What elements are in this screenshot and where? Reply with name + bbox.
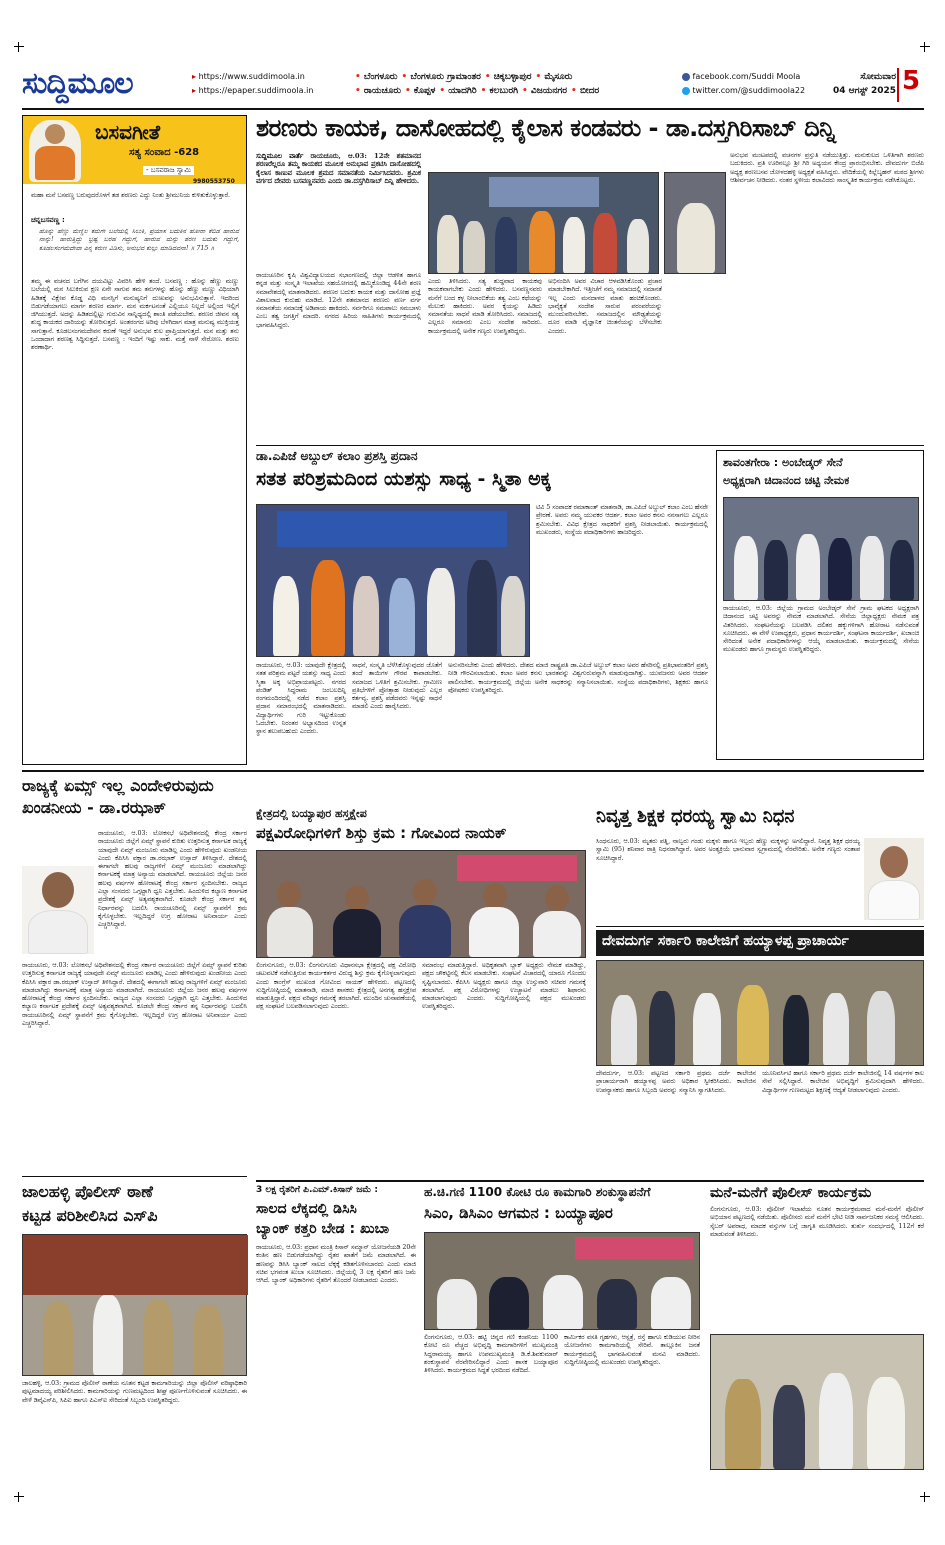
masthead-rule: [22, 108, 924, 110]
kalam-photo-banner: [277, 511, 507, 547]
masthead-logo[interactable]: [22, 66, 182, 102]
nav-row-2: [355, 84, 675, 98]
teacher-headline: ನಿವೃತ್ತ ಶಿಕ್ಷಕ ಧರಯ್ಯ ಸ್ವಾಮಿ ನಿಧನ: [596, 806, 795, 827]
nav-item[interactable]: ಮೈಸೂರು: [544, 72, 573, 82]
nav-item[interactable]: ಬೀದರ: [579, 86, 600, 96]
masthead-links: [192, 70, 342, 98]
nav-item[interactable]: ವಿಜಯನಗರ: [530, 86, 568, 96]
nav-bullet: •: [571, 86, 580, 96]
crop-mark: [920, 1492, 930, 1502]
bank-headline-2: ಬ್ಯಾಂಕ್ ಕತ್ತರಿ ಬೇಡ : ಖುಬಾ: [256, 1221, 390, 1237]
nav-item[interactable]: ರಾಯಚೂರು: [363, 86, 401, 96]
aiims-portrait: [22, 866, 94, 954]
aiims-body: ರಾಯಚೂರು, ಆ.03: ಲೋಕಸಭೆ ಅಧಿವೇಶನದಲ್ಲಿ ಕೇಂದ್ರ ಸರ್ಕಾರ ರಾಯಚೂರು ಜಿಲ್ಲೆಗೆ ಏಮ್ಸ್ ಸ್ಥಾಪನೆ ಕುರಿತು ಉತ್ತರಿಸುತ್ತ ಕರ್ನಾಟಕ ರಾಜ್ಯಕ್ಕೆ ಯಾವುದೇ ಏಮ್ಸ್ ಮಂಜೂರು ಮಾಡಿಲ್ಲ ಎಂದು ಹೇಳಿರುವುದು ಖಂಡನೀಯ ಎಂದು ಕೆಪಿಸಿಸಿ ವಕ್ತಾರ ಡಾ.ರಝಾಕ್ ಉಸ್ತಾದ್ ತಿಳಿಸಿದ್ದಾರೆ. ದೇಶದಲ್ಲಿ ಈಗಾಗಲೇ ಹಲವು ರಾಜ್ಯಗಳಿಗೆ ಏಮ್ಸ್ ಮಂಜೂರು ಮಾಡಲಾಗಿದ್ದು ಕರ್ನಾಟಕಕ್ಕೆ ಮಾತ್ರ ಅನ್ಯಾಯ ಮಾಡಲಾಗಿದೆ. ರಾಯಚೂರು ಜಿಲ್ಲೆಯ ಜನರ ಹಲವು ವರ್ಷಗಳ ಹೋರಾಟಕ್ಕೆ ಕೇಂದ್ರ ಸರ್ಕಾರ ಸ್ಪಂದಿಸಬೇಕು. ರಾಜ್ಯದ ಎಲ್ಲಾ ಸಂಸದರು ಒಗ್ಗಟ್ಟಾಗಿ ಧ್ವನಿ ಎತ್ತಬೇಕು. ಹಿಂದುಳಿದ ಕಲ್ಯಾಣ ಕರ್ನಾಟಕ ಪ್ರದೇಶಕ್ಕೆ ಏಮ್ಸ್ ಅತ್ಯವಶ್ಯಕವಾಗಿದೆ. ಕೂಡಲೇ ಕೇಂದ್ರ ಸರ್ಕಾರ ತನ್ನ ನಿರ್ಧಾರವನ್ನು ಬದಲಿಸಿ ರಾಯಚೂರಿನಲ್ಲಿ ಏಮ್ಸ್ ಸ್ಥಾಪನೆಗೆ ಕ್ರಮ ಕೈಗೊಳ್ಳಬೇಕು. ಇಲ್ಲದಿದ್ದರೆ ಉಗ್ರ ಹೋರಾಟ ಅನಿವಾರ್ಯ ಎಂದು ಎಚ್ಚರಿಸಿದ್ದಾರೆ.: [22, 962, 247, 1028]
crore-headline-2: ಸಿಎಂ, ಡಿಸಿಎಂ ಆಗಮನ : ಬಯ್ಯಾಪೂರ: [424, 1204, 613, 1222]
basava-intro: ಮಹಾ ಮನೆ ಬಸವಣ್ಣ ಬರುವುದರೊಳಗೆ ತಡ ಶರಣರು ಎದ್ದು ನಿಂತು ಶ್ರೀಮುನಿಯ ಕುಳಿತುಕೊಳ್ಳುತ್ತಾರೆ.: [31, 192, 231, 199]
nav-bullet: •: [535, 72, 545, 82]
crore-col-a: ಲಿಂಗಸುಗೂರು, ಆ.03: ಹಟ್ಟಿ ಚಿನ್ನದ ಗಣಿ ಕಂಪನಿಯ 1100 ಕೋಟಿ ರೂ ವೆಚ್ಚದ ಅಭಿವೃದ್ಧಿ ಕಾಮಗಾರಿಗಳಿಗೆ ಮುಖ್ಯಮಂತ್ರಿ ಸಿದ್ದರಾಮಯ್ಯ ಹಾಗೂ ಉಪಮುಖ್ಯಮಂತ್ರಿ ಡಿ.ಕೆ.ಶಿವಕುಮಾರ್ ಶಂಕುಸ್ಥಾಪನೆ ನೆರವೇರಿಸಲಿದ್ದಾರೆ ಎಂದು ಶಾಸಕ ಬಯ್ಯಾಪೂರ ತಿಳಿಸಿದರು. ಕಾರ್ಯಕ್ರಮದ ಸಿದ್ಧತೆ ಭರದಿಂದ ನಡೆದಿದೆ.: [424, 1334, 558, 1375]
lead-headline: ಶರಣರು ಕಾಯಕ, ದಾಸೋಹದಲ್ಲಿ ಕೈಲಾಸ ಕಂಡವರು - ಡಾ.ದಸ್ತಗಿರಿಸಾಬ್ ದಿನ್ನಿ: [256, 114, 836, 142]
lead-photo-side: [664, 172, 726, 274]
jalahalli-headline-1: ಜಾಲಹಳ್ಳಿ ಪೊಲೀಸ್ ಠಾಣೆ: [22, 1182, 153, 1201]
basava-title: ಬಸವಗೀತೆ: [95, 120, 161, 144]
ambedkar-headline-1: ಶಾವಂತಗೇರಾ : ಅಂಬೇಡ್ಕರ್ ಸೇನೆ: [723, 456, 843, 469]
jalahalli-body: ಜಾಲಹಳ್ಳಿ, ಆ.03: ಗ್ರಾಮದ ಪೊಲೀಸ್ ಠಾಣೆಯ ನೂತನ ಕಟ್ಟಡ ಕಾಮಗಾರಿಯನ್ನು ಜಿಲ್ಲಾ ಪೊಲೀಸ್ ವರಿಷ್ಠಾಧಿಕಾರಿ ಪುಟ್ಟಮಾದಯ್ಯ ಪರಿಶೀಲಿಸಿದರು. ಕಾಮಗಾರಿಯನ್ನು ಗುಣಮಟ್ಟದಿಂದ ಶೀಘ್ರ ಪೂರ್ಣಗೊಳಿಸುವಂತೆ ಸೂಚಿಸಿದರು. ಈ ವೇಳೆ ಡಿವೈಎಸ್‌ಪಿ, ಸಿಪಿಐ ಹಾಗೂ ಪಿಎಸ್‌ಐ ಸೇರಿದಂತೆ ಸಿಬ್ಬಂದಿ ಉಪಸ್ಥಿತರಿದ್ದರು.: [22, 1380, 247, 1404]
party-headline: ಪಕ್ಷವಿರೋಧಿಗಳಿಗೆ ಶಿಸ್ತು ಕ್ರಮ : ಗೋವಿಂದ ನಾಯಕ್: [256, 824, 507, 842]
jalahalli-photo-building: [23, 1235, 248, 1295]
nav-bullet: •: [439, 86, 449, 96]
lead-dateline: ರಾಯಚೂರು, ಆ.03:: [310, 152, 367, 160]
twitter-link[interactable]: twitter.com/@suddimoola22: [682, 84, 812, 98]
page-number: 5: [902, 66, 921, 96]
party-photo: [256, 850, 586, 958]
kalam-col-a: ಅನುಸರಿಸಬೇಕು ಎಂದು ಹೇಳಿದರು. ದೇಶದ ಮಾಜಿ ರಾಷ್ಟ್ರಪತಿ ಡಾ.ಎಪಿಜೆ ಅಬ್ದುಲ್ ಕಲಾಂ ಅವರ ಹೆಸರಿನಲ್ಲಿ ಪ್ರತಿಭಾವಂತರಿಗೆ ಪ್ರಶಸ್ತಿ ನೀಡಿ ಗೌರವಿಸಲಾಯಿತು. ಕಲಾಂ ಅವರ ಕನಸು ಭಾರತವನ್ನು ವಿಶ್ವಗುರುವನ್ನಾಗಿ ಮಾಡುವುದಾಗಿತ್ತು. ಯುವಜನರು ಅವರ ಆದರ್ಶ ಪಾಲಿಸಬೇಕು. ಕಾರ್ಯಕ್ರಮದಲ್ಲಿ ಜಿಲ್ಲೆಯ ಅನೇಕ ಸಾಧಕರನ್ನು ಸನ್ಮಾನಿಸಲಾಯಿತು. ಸಂಸ್ಥೆಯ ಪದಾಧಿಕಾರಿಗಳು, ಶಿಕ್ಷಕರು ಹಾಗೂ ಪೋಷಕರು ಉಪಸ್ಥಿತರಿದ್ದರು.: [448, 662, 708, 694]
party-kicker: ಕ್ಷೇತ್ರದಲ್ಲಿ ಬಯ್ಯಾಪುರ ಹಸ್ತಕ್ಷೇಪ: [256, 807, 367, 820]
masthead-date: [818, 70, 896, 98]
nav-item[interactable]: ಕಲಬುರಗಿ: [489, 86, 519, 96]
social-links: [682, 70, 812, 98]
section-rule-2: [256, 1180, 924, 1182]
website-link[interactable]: ▸ https://www.suddimoola.in: [192, 72, 305, 81]
basava-figure-icon: [29, 120, 81, 182]
kalam-headline: ಸತತ ಪರಿಶ್ರಮದಿಂದ ಯಶಸ್ಸು ಸಾಧ್ಯ - ಸ್ಮಿತಾ ಅಕ್ಕ: [256, 468, 551, 490]
crop-mark: [14, 42, 24, 52]
lead-col-c: ಅಭಿನಂದಿಸಿ ಅವರ ವಿಚಾರ ಆಳವಡಿಸಿಕೊಂಡು ಪ್ರಚಾರ ಮಾಡಬೇಕಾಗಿದೆ. ಇತ್ತೀಚೆಗೆ ನಮ್ಮ ಸಮಾಜದಲ್ಲಿ ಸಮಾನತೆ ಇಲ್ಲ ಎಂದು ಮನದಾಳದ ಮಾತು ಹಂಚಿಕೊಂಡರು. ಭಾವೈಕ್ಯತೆ ಸಂದೇಶ ಸಾರುವ ಪರಂಪರೆಯನ್ನು ಮುಂದುವರಿಸಬೇಕು. ಸಮಾಜದಲ್ಲಿನ ಮೌಢ್ಯತೆಯನ್ನು ದೂರ ಮಾಡಿ ವೈಜ್ಞಾನಿಕ ಚಿಂತನೆಯನ್ನು ಬೆಳೆಸಬೇಕು ಎಂದರು.: [548, 278, 662, 335]
nav-bullet: •: [404, 86, 414, 96]
aiims-rule: [22, 1176, 247, 1177]
crop-mark: [14, 1492, 24, 1502]
nav-row-1: [355, 70, 675, 84]
kalam-col-c: ಸಾಧನೆ, ಸಂಸ್ಕೃತಿ ಬೆಳೆಸಿಕೊಳ್ಳುವುದರ ಜೊತೆಗೆ ತಂದೆ ತಾಯಿಗಳ ಗೌರವ ಕಾಪಾಡಬೇಕು. ಸಮಾಜದ ಒಳಿತಿಗೆ ಶ್ರಮಿಸಬೇಕು. ಗ್ರಾಮೀಣ ಪ್ರತಿಭೆಗಳಿಗೆ ಪ್ರೋತ್ಸಾಹ ನೀಡುವುದು ಎಲ್ಲರ ಕರ್ತವ್ಯ. ಪ್ರಶಸ್ತಿ ಪಡೆದವರು ಇನ್ನಷ್ಟು ಸಾಧನೆ ಮಾಡಲಿ ಎಂದು ಹಾರೈಸಿದರು.: [352, 662, 442, 711]
crore-headline-1: ಹ.ಚಿ.ಗಣಿ 1100 ಕೋಟಿ ರೂ ಕಾಮಗಾರಿ ಶಂಕುಸ್ಥಾಪನೆಗೆ: [424, 1185, 651, 1199]
college-photo: [596, 960, 924, 1066]
jalahalli-headline-2: ಕಟ್ಟಡ ಪರಿಶೀಲಿಸಿದ ಎಸ್‌ಪಿ: [22, 1206, 158, 1225]
basava-verse: ಹೊನ್ನು ಹೆಣ್ಣು ಮಣ್ಣಿಲ ಕಮಗೇ ಬಲೆಯಲ್ಲಿ ಸಿಲುಕಿ, ಪ್ರಯಾಸ ಬದುಕಿನ ಹೋರಾ ಕೆಬಿಡ ಹಾರುವ ನಾನ್ನು! ಹಾರುತ್ತಿದ್ದು ಭ್ರಷ್ಟ ಬರಹ ಗದ್ದುಗೆ, ಹಾರುವ ಮನ್ನು ಶರಣ ಬದುಕು ಗದ್ದುಗೆ, ಕೂಡಲಸಂಗಮದೇವಾ ಎನ್ನ ಕರುಣ ವಿಡಿಸು, ಅನುಭವ ಕುಲ್ಲು ಮಾಡಿದವನಾ! ॥ 715 ॥: [39, 228, 239, 252]
lead-col-a: ರಾಯಚೂರಿನ ಕೃಷಿ ವಿಶ್ವವಿದ್ಯಾಲಯದ ಸಭಾಂಗಣದಲ್ಲಿ ಜಿಲ್ಲಾ ಆಡಳಿತ ಹಾಗೂ ಕನ್ನಡ ಮತ್ತು ಸಂಸ್ಕೃತಿ ಇಲಾಖೆಯ ಸಹಯೋಗದಲ್ಲಿ ಹಮ್ಮಿಕೊಂಡಿದ್ದ 44ನೇ ಶರಣ ಸಮಾವೇಶದಲ್ಲಿ ಮಾತನಾಡಿದರು. ಶರಣರ ಬದುಕು ಕಾಯಕ ಮತ್ತು ದಾಸೋಹ ಪ್ರಜ್ಞೆ ವಿಶಾಲವಾದ ಕುರುಹು ಮಾಡಿದೆ. 12ನೇ ಶತಮಾನದ ಶರಣರು ವರ್ಣ ವರ್ಗ ಸಮಾನತೆಯ ಸಮಾಜಕ್ಕೆ ಅಡಿಪಾಯ ಹಾಕಿದರು. ಸರ್ವರಿಗೂ ಸಮಪಾಲು ಸಮಬಾಳು ಎಂಬ ತತ್ವ ಜಗತ್ತಿಗೆ ಮಾದರಿ. ನಗರದ ಹಿರಿಯ ಸಾಹಿತಿಗಳು ಕಾರ್ಯಕ್ರಮದಲ್ಲಿ ಭಾಗವಹಿಸಿದ್ದರು.: [256, 272, 421, 329]
nav-item[interactable]: ಕೊಪ್ಪಳ: [413, 86, 436, 96]
nav-bullet: •: [401, 72, 411, 82]
lead-col-b: ಎಂದು ತಿಳಿಸಿದರು. ಸತ್ಯ ಶುದ್ಧವಾದ ಕಾಯಕವು ಕಾಯಕವಾಗಬೇಕು ಎಂದು ಹೇಳಿದರು. ಬಸವಣ್ಣನವರು ಮನೆಗೆ ಬಂದ ಕಳ್ಳ ನೀಲಾಂಬಿಕೆಯ ತತ್ವ ಎಂಬ ಕಥೆಯನ್ನು ಮೆಲುಕು ಹಾಕಿದರು. ಅವರ ಕೈಯನ್ನು ಹಿಡಿದು ಸಮಾನತೆಯ ಸಾಧನೆ ಮಾಡಿ ತೋರಿಸಿದರು. ಸಮಾಜದಲ್ಲಿ ಎಲ್ಲರೂ ಸಮಾನರು ಎಂಬ ಸಂದೇಶ ಸಾರಿದರು. ಕಾರ್ಯಕ್ರಮದಲ್ಲಿ ಅನೇಕ ಗಣ್ಯರು ಉಪಸ್ಥಿತರಿದ್ದರು.: [428, 278, 542, 335]
nav-bullet: •: [484, 72, 494, 82]
police-headline: ಮನೆ-ಮನೆಗೆ ಪೊಲೀಸ್ ಕಾರ್ಯಕ್ರಮ: [710, 1185, 872, 1201]
bank-headline-1: ಸಾಲದ ಲೆಕ್ಕದಲ್ಲಿ ಡಿಸಿಸಿ: [256, 1201, 357, 1217]
masthead-nav: [355, 70, 675, 98]
nav-item[interactable]: ಚಿಕ್ಕಬಳ್ಳಾಪುರ: [493, 72, 532, 82]
crore-col-b: ಕಾರ್ಮಿಕರ ವಸತಿ ಗೃಹಗಳು, ಆಸ್ಪತ್ರೆ, ರಸ್ತೆ ಹಾಗೂ ಕುಡಿಯುವ ನೀರಿನ ಯೋಜನೆಗಳು ಕಾಮಗಾರಿಯಲ್ಲಿ ಸೇರಿವೆ. ತಾಲ್ಲೂಕಿನ ಜನತೆ ಕಾರ್ಯಕ್ರಮದಲ್ಲಿ ಭಾಗವಹಿಸುವಂತೆ ಮನವಿ ಮಾಡಿದರು. ಸುದ್ದಿಗೋಷ್ಠಿಯಲ್ಲಿ ಮುಖಂಡರು ಉಪಸ್ಥಿತರಿದ್ದರು.: [564, 1334, 700, 1366]
crop-mark: [920, 42, 930, 52]
twitter-icon: [682, 87, 690, 95]
ambedkar-headline-2: ಅಧ್ಯಕ್ಷರಾಗಿ ಚಿದಾನಂದ ಚಟ್ಟಿ ನೇಮಕ: [723, 474, 850, 487]
facebook-link[interactable]: facebook.com/Suddi Moola: [682, 70, 812, 84]
aiims-headline-2: ಖಂಡನೀಯ - ಡಾ.ರಝಾಕ್: [22, 798, 167, 817]
lead-bottom-rule: [256, 445, 924, 446]
bank-body: ರಾಯಚೂರು, ಆ.03: ಪ್ರಧಾನ ಮಂತ್ರಿ ಕಿಸಾನ್ ಸಮ್ಮಾನ್ ಯೋಜನೆಯಡಿ 20ನೇ ಕಂತಿನ ಹಣ ಬಿಡುಗಡೆಯಾಗಿದ್ದು ರೈತರ ಖಾತೆಗೆ ಜಮೆ ಮಾಡಲಾಗಿದೆ. ಈ ಹಣವನ್ನು ಡಿಸಿಸಿ ಬ್ಯಾಂಕ್ ಸಾಲದ ಲೆಕ್ಕಕ್ಕೆ ಕಡಿತಗೊಳಿಸಬಾರದು ಎಂದು ಮಾಜಿ ಸಚಿವ ಭಗವಂತ ಖುಬಾ ಸೂಚಿಸಿದರು. ಜಿಲ್ಲೆಯಲ್ಲಿ 3 ಲಕ್ಷ ರೈತರಿಗೆ ಹಣ ಜಮೆ ಆಗಿದೆ. ಬ್ಯಾಂಕ್ ಅಧಿಕಾರಿಗಳು ರೈತರಿಗೆ ತೊಂದರೆ ನೀಡಬಾರದು ಎಂದರು.: [256, 1244, 416, 1285]
aiims-body-top: ರಾಯಚೂರು, ಆ.03: ಲೋಕಸಭೆ ಅಧಿವೇಶನದಲ್ಲಿ ಕೇಂದ್ರ ಸರ್ಕಾರ ರಾಯಚೂರು ಜಿಲ್ಲೆಗೆ ಏಮ್ಸ್ ಸ್ಥಾಪನೆ ಕುರಿತು ಉತ್ತರಿಸುತ್ತ ಕರ್ನಾಟಕ ರಾಜ್ಯಕ್ಕೆ ಯಾವುದೇ ಏಮ್ಸ್ ಮಂಜೂರು ಮಾಡಿಲ್ಲ ಎಂದು ಹೇಳಿರುವುದು ಖಂಡನೀಯ ಎಂದು ಕೆಪಿಸಿಸಿ ವಕ್ತಾರ ಡಾ.ರಝಾಕ್ ಉಸ್ತಾದ್ ತಿಳಿಸಿದ್ದಾರೆ. ದೇಶದಲ್ಲಿ ಈಗಾಗಲೇ ಹಲವು ರಾಜ್ಯಗಳಿಗೆ ಏಮ್ಸ್ ಮಂಜೂರು ಮಾಡಲಾಗಿದ್ದು ಕರ್ನಾಟಕಕ್ಕೆ ಮಾತ್ರ ಅನ್ಯಾಯ ಮಾಡಲಾಗಿದೆ. ರಾಯಚೂರು ಜಿಲ್ಲೆಯ ಜನರ ಹಲವು ವರ್ಷಗಳ ಹೋರಾಟಕ್ಕೆ ಕೇಂದ್ರ ಸರ್ಕಾರ ಸ್ಪಂದಿಸಬೇಕು. ರಾಜ್ಯದ ಎಲ್ಲಾ ಸಂಸದರು ಒಗ್ಗಟ್ಟಾಗಿ ಧ್ವನಿ ಎತ್ತಬೇಕು. ಹಿಂದುಳಿದ ಕಲ್ಯಾಣ ಕರ್ನಾಟಕ ಪ್ರದೇಶಕ್ಕೆ ಏಮ್ಸ್ ಅತ್ಯವಶ್ಯಕವಾಗಿದೆ. ಕೂಡಲೇ ಕೇಂದ್ರ ಸರ್ಕಾರ ತನ್ನ ನಿರ್ಧಾರವನ್ನು ಬದಲಿಸಿ ರಾಯಚೂರಿನಲ್ಲಿ ಏಮ್ಸ್ ಸ್ಥಾಪನೆಗೆ ಕ್ರಮ ಕೈಗೊಳ್ಳಬೇಕು. ಇಲ್ಲದಿದ್ದರೆ ಉಗ್ರ ಹೋರಾಟ ಅನಿವಾರ್ಯ ಎಂದು ಎಚ್ಚರಿಸಿದ್ದಾರೆ.: [98, 830, 247, 929]
police-body: ಲಿಂಗಸುಗೂರು, ಆ.03: ಪೊಲೀಸ್ ಇಲಾಖೆಯ ನೂತನ ಕಾರ್ಯಕ್ರಮವಾದ ಮನೆ-ಮನೆಗೆ ಪೊಲೀಸ್ ಅಭಿಯಾನ ಪಟ್ಟಣದಲ್ಲಿ ನಡೆಯಿತು. ಪೊಲೀಸರು ಮನೆ ಮನೆಗೆ ಭೇಟಿ ನೀಡಿ ಸಾರ್ವಜನಿಕರ ಸಮಸ್ಯೆ ಆಲಿಸಿದರು. ಸೈಬರ್ ಅಪರಾಧ, ಮಾದಕ ವಸ್ತುಗಳ ಬಗ್ಗೆ ಜಾಗೃತಿ ಮೂಡಿಸಿದರು. ತುರ್ತು ಸಂದರ್ಭದಲ್ಲಿ 112ಗೆ ಕರೆ ಮಾಡುವಂತೆ ತಿಳಿಸಿದರು.: [710, 1206, 924, 1238]
lead-byline: ಸುದ್ದಿಮೂಲ ವಾರ್ತೆ: [256, 152, 304, 160]
basava-author: - ಬಸವರಾಜ ಸ್ವಾಮಿ: [143, 166, 194, 175]
epaper-link[interactable]: ▸ https://epaper.suddimoola.in: [192, 86, 314, 95]
kalam-kicker: ಡಾ.ಎಪಿಜೆ ಅಬ್ದುಲ್ ಕಲಾಂ ಪ್ರಶಸ್ತಿ ಪ್ರದಾನ: [256, 449, 418, 463]
weekday: ಸೋಮವಾರ: [860, 72, 896, 82]
police-photo: [710, 1334, 924, 1470]
kalam-col-b: ರಾಯಚೂರು, ಆ.03: ಯಾವುದೇ ಕ್ಷೇತ್ರದಲ್ಲಿ ಸತತ ಪರಿಶ್ರಮ ಪಟ್ಟರೆ ಯಶಸ್ಸು ಸಾಧ್ಯ ಎಂದು ಸ್ಮಿತಾ ಅಕ್ಕ ಅಭಿಪ್ರಾಯಪಟ್ಟರು. ನಗರದ ಪಂಡಿತ್ ಸಿದ್ಧರಾಮ ಜಂಬಲದಿನ್ನಿ ರಂಗಮಂದಿರದಲ್ಲಿ ನಡೆದ ಕಲಾಂ ಪ್ರಶಸ್ತಿ ಪ್ರದಾನ ಸಮಾರಂಭದಲ್ಲಿ ಮಾತನಾಡಿದರು. ವಿದ್ಯಾರ್ಥಿಗಳು ಗುರಿ ಇಟ್ಟುಕೊಂಡು ಓದಬೇಕು. ನಿರಂತರ ಅಭ್ಯಾಸದಿಂದ ಉನ್ನತ ಸ್ಥಾನ ತಲುಪಬಹುದು ಎಂದರು.: [256, 662, 346, 736]
ambedkar-body: ರಾಯಚೂರು, ಆ.03: ಜಿಲ್ಲೆಯ ಗ್ರಾಮದ ಅಂಬೇಡ್ಕರ್ ಸೇನೆ ಗ್ರಾಮ ಘಟಕದ ಅಧ್ಯಕ್ಷರಾಗಿ ಚಿದಾನಂದ ಚಟ್ಟಿ ಅವರನ್ನು ನೇಮಕ ಮಾಡಲಾಗಿದೆ. ಸೇನೆಯ ಜಿಲ್ಲಾಧ್ಯಕ್ಷರು ನೇಮಕ ಪತ್ರ ವಿತರಿಸಿದರು. ಸಂಘಟನೆಯನ್ನು ಬಲಪಡಿಸಿ ದಲಿತರ ಹಕ್ಕುಗಳಿಗಾಗಿ ಹೋರಾಟ ನಡೆಸುವಂತೆ ಸೂಚಿಸಿದರು. ಈ ವೇಳೆ ಉಪಾಧ್ಯಕ್ಷರು, ಪ್ರಧಾನ ಕಾರ್ಯದರ್ಶಿ, ಸಂಘಟನಾ ಕಾರ್ಯದರ್ಶಿ, ಖಜಾಂಚಿ ಸೇರಿದಂತೆ ಅನೇಕ ಪದಾಧಿಕಾರಿಗಳನ್ನು ಆಯ್ಕೆ ಮಾಡಲಾಯಿತು. ಕಾರ್ಯಕ್ರಮದಲ್ಲಿ ಸೇನೆಯ ಮುಖಂಡರು ಹಾಗೂ ಗ್ರಾಮಸ್ಥರು ಉಪಸ್ಥಿತರಿದ್ದರು.: [723, 605, 919, 654]
college-col-b: ಯೂನಿವರ್ಸಿಟಿ ಹಾಗೂ ಸರ್ಕಾರಿ ಪ್ರಥಮ ದರ್ಜೆ ಕಾಲೇಜಿನಲ್ಲಿ 14 ವರ್ಷಗಳ ಕಾಲ ಸೇವೆ ಸಲ್ಲಿಸಿದ್ದಾರೆ. ಕಾಲೇಜಿನ ಅಭಿವೃದ್ಧಿಗೆ ಶ್ರಮಿಸುವುದಾಗಿ ಹೇಳಿದರು. ವಿದ್ಯಾರ್ಥಿಗಳ ಗುಣಮಟ್ಟದ ಶಿಕ್ಷಣಕ್ಕೆ ಆದ್ಯತೆ ನೀಡಲಾಗುವುದು ಎಂದರು.: [762, 1070, 924, 1094]
lead-photo-banner: [489, 177, 599, 207]
nav-bullet: •: [355, 86, 364, 96]
nav-bullet: •: [522, 86, 531, 96]
jalahalli-photo: [22, 1234, 247, 1376]
aiims-headline-1: ರಾಜ್ಯಕ್ಕೆ ಏಮ್ಸ್ ಇಲ್ಲ ಎಂದೇಳಿರುವುದು: [22, 776, 214, 795]
facebook-icon: [682, 73, 690, 81]
nav-bullet: •: [355, 72, 364, 82]
party-col-b: ಸಮಾರಂಭ ಮಾಡುತ್ತಿದ್ದಾರೆ. ಅಧಿಕೃತವಾಗಿ ಬ್ಲಾಕ್ ಅಧ್ಯಕ್ಷರು ನೇಮಕ ಮಾಡಿದ್ದು, ಪಕ್ಷದ ಚೌಕಟ್ಟಿನಲ್ಲಿ ಕೆಲಸ ಮಾಡಬೇಕು. ಸಂಘಟನೆ ವಿಚಾರದಲ್ಲಿ ಯಾರೂ ಗೊಂದಲ ಸೃಷ್ಟಿಸಬಾರದು. ಕೆಪಿಸಿಸಿ ಅಧ್ಯಕ್ಷರು ಹಾಗೂ ಜಿಲ್ಲಾ ಉಸ್ತುವಾರಿ ಸಚಿವರ ಗಮನಕ್ಕೆ ತರಲಾಗಿದೆ. ಪಕ್ಷ ವಿರೋಧಿಗಳನ್ನು ಉಚ್ಚಾಟನೆ ಮಾಡಲು ಶಿಫಾರಸು ಮಾಡಲಾಗುವುದು ಎಂದರು. ಸುದ್ದಿಗೋಷ್ಠಿಯಲ್ಲಿ ಪಕ್ಷದ ಮುಖಂಡರು ಉಪಸ್ಥಿತರಿದ್ದರು.: [422, 962, 586, 1011]
kalam-photo: [256, 504, 530, 657]
lead-lede: [256, 152, 421, 270]
basava-subtitle: ಸತ್ಯ ಸಂವಾದ -628: [129, 147, 200, 158]
college-headline: ದೇವದುರ್ಗ ಸರ್ಕಾರಿ ಕಾಲೇಜಿಗೆ ಹಯ್ಯಾಳಪ್ಪ ಪ್ರಾಚಾರ್ಯ: [602, 933, 849, 949]
basava-heading: ಚನ್ನಬಸವಣ್ಣ :: [31, 216, 65, 224]
lead-photo: [428, 172, 659, 274]
crore-photo-banner: [575, 1237, 693, 1259]
kalam-col-d: ಟಿವಿ 5 ಸಂಪಾದಕ ರಮಾಕಾಂತ್ ಮಾತನಾಡಿ, ಡಾ.ಎಪಿಜೆ ಅಬ್ದುಲ್ ಕಲಾಂ ಎಂಬ ಹೆಸರೇ ಪ್ರೇರಣೆ. ಅವರು ನಮ್ಮ ಯುವಕರ ಆದರ್ಶ. ಕಲಾಂ ಅವರ ಕನಸು ನನಸಾಗಲು ಎಲ್ಲರೂ ಶ್ರಮಿಸಬೇಕು. ವಿವಿಧ ಕ್ಷೇತ್ರದ ಸಾಧಕರಿಗೆ ಪ್ರಶಸ್ತಿ ನೀಡಲಾಯಿತು. ಕಾರ್ಯಕ್ರಮದಲ್ಲಿ ಮುಖಂಡರು, ಸಂಸ್ಥೆಯ ಪದಾಧಿಕಾರಿಗಳು ಹಾಜರಿದ್ದರು.: [536, 504, 708, 536]
basava-geethe-column: [22, 115, 247, 765]
lead-lede-text: 12ನೇ ಶತಮಾನದ ಶರಣರೆಲ್ಲರೂ ತಮ್ಮ ಕಾಯಕದ ಮೂಲಕ ಅನುಭಾವ ಪ್ರಕಟಿಸಿ ದಾಸೋಹದಲ್ಲಿ ಕೈಲಾಸ ಕಾಣುವ ಮೂಲಕ ಶ್ರಮದ ಸಮಾನತೆಯ ನಿರ್ಮಿಸಿದವರು. ಶ್ರಮಿಕ ವರ್ಗದ ದೇವರು ಬಸವಣ್ಣನವರು ಎಂದು ಡಾ.ದಸ್ತಗಿರಿಸಾಬ್ ದಿನ್ನಿ ಹೇಳಿದರು.: [256, 152, 422, 185]
section-rule: [22, 770, 924, 772]
lead-col-d: ಅನುಭವ ಮಂಟಪದಲ್ಲಿ ವಚನಗಳ ಪ್ರಸ್ತುತಿ ನಡೆಯುತ್ತಿತ್ತು. ಮನುಕುಲದ ಒಳಿತಿಗಾಗಿ ಶರಣರು ಬದುಕಿದರು. ಪ್ರತಿ ಊರಿನಲ್ಲೂ ಶ್ರೀ ಗಿರಿ ಅಧ್ಯಯನ ಕೇಂದ್ರ ಪ್ರಾರಂಭಿಸಬೇಕು. ದೇವದುರ್ಗ ಬಿಜೆಪಿ ಅಧ್ಯಕ್ಷ ಶರಣಬಸವ ಜೋಳದಹಳ್ಳಿ ಅಧ್ಯಕ್ಷತೆ ವಹಿಸಿದ್ದರು. ವೇದಿಕೆಯಲ್ಲಿ ಕಿಲ್ಲೆಬೃಹನ್ ಮಠದ ಶ್ರೀಗಳು ಆಶೀರ್ವಚನ ನೀಡಿದರು. ನಂತರ ಸ್ಥಳೀಯ ಕಲಾವಿದರು ಸಾಂಸ್ಕೃತಿಕ ಕಾರ್ಯಕ್ರಮ ನಡೆಸಿಕೊಟ್ಟರು.: [730, 152, 924, 184]
page-number-divider: [897, 68, 899, 102]
college-headline-bar: [596, 930, 924, 956]
bank-kicker: 3 ಲಕ್ಷ ರೈತರಿಗೆ ಪಿ.ಎಮ್.ಕಿಸಾನ್ ಜಮೆ :: [256, 1185, 378, 1195]
nav-item[interactable]: ಬೆಂಗಳೂರು ಗ್ರಾಮಾಂತರ: [410, 72, 481, 82]
college-col-a: ದೇವದುರ್ಗ, ಆ.03: ಪಟ್ಟಣದ ಸರ್ಕಾರಿ ಪ್ರಥಮ ದರ್ಜೆ ಕಾಲೇಜಿನ ಪ್ರಾಚಾರ್ಯರಾಗಿ ಹಯ್ಯಾಳಪ್ಪ ಅವರು ಅಧಿಕಾರ ಸ್ವೀಕರಿಸಿದರು. ಕಾಲೇಜಿನ ಉಪನ್ಯಾಸಕರು ಹಾಗೂ ಸಿಬ್ಬಂದಿ ಅವರನ್ನು ಸನ್ಮಾನಿಸಿ ಸ್ವಾಗತಿಸಿದರು.: [596, 1070, 756, 1094]
nav-item[interactable]: ಯಾದಗಿರಿ: [448, 86, 477, 96]
nav-item[interactable]: ಬೆಂಗಳೂರು: [363, 72, 398, 82]
party-photo-banner: [457, 855, 577, 881]
teacher-rule: [596, 926, 924, 927]
logo-text: ಸುದ್ದಿಮೂಲ: [22, 66, 133, 101]
date: 04 ಆಗಸ್ಟ್ 2025: [833, 86, 896, 96]
ambedkar-photo: [723, 497, 919, 601]
party-col-a: ಲಿಂಗಸುಗೂರು, ಆ.03: ಲಿಂಗಸುಗೂರು ವಿಧಾನಸಭಾ ಕ್ಷೇತ್ರದಲ್ಲಿ ಪಕ್ಷ ವಿರೋಧಿ ಚಟುವಟಿಕೆ ನಡೆಸುತ್ತಿರುವ ಕಾರ್ಯಕರ್ತರ ವಿರುದ್ಧ ಶಿಸ್ತು ಕ್ರಮ ಕೈಗೊಳ್ಳಲಾಗುವುದು ಎಂದು ಕಾಂಗ್ರೆಸ್ ಮುಖಂಡ ಗೋವಿಂದ ನಾಯಕ್ ಹೇಳಿದರು. ಪಟ್ಟಣದಲ್ಲಿ ಸುದ್ದಿಗೋಷ್ಠಿಯಲ್ಲಿ ಮಾತನಾಡಿ, ಮಾಜಿ ಶಾಸಕರು ಕ್ಷೇತ್ರದಲ್ಲಿ ಅನಗತ್ಯ ಹಸ್ತಕ್ಷೇಪ ಮಾಡುತ್ತಿದ್ದಾರೆ. ಪಕ್ಷದ ವರಿಷ್ಠರ ಗಮನಕ್ಕೆ ತರಲಾಗಿದೆ. ಮುಂದಿನ ಚುನಾವಣೆಯಲ್ಲಿ ಪಕ್ಷ ಸಂಘಟನೆ ಬಲಪಡಿಸಲಾಗುವುದು ಎಂದರು.: [256, 962, 416, 1011]
teacher-portrait: [864, 838, 924, 920]
basava-body: ತಮ್ಮ ಈ ವಚನದ ಬಗೆಗಿನ ದಯವಿಟ್ಟು ವಿವರಿಸಿ ಹೇಳಿ ತಂದೆ. ಬಸವಣ್ಣ : ಹೊನ್ನು ಹೆಣ್ಣು ಮಣ್ಣು ಬಲೆಯಲ್ಲಿ ಮನ ಸಿಲುಕಿರುವ ಕ್ಷಣ ಏನೇ ಸಾಗುವ ತಮ ತನುಗಳನ್ನು ಹೊನ್ನು ಹೆಣ್ಣು ಮಣ್ಣು ವಿಧಿಯಾಗಿ ಹಿಡಿತಕ್ಕೆ ವಿಕ್ಷೇಪ ಕೊಡ್ಡ ವಿಧಿ ಮನಸ್ಸಿಗೆ ಮನುಷ್ಯನಿಗೆ ದುಃಖವನ್ನು ಅನುಭವಿಸುತ್ತಾನೆ. ಇದರಿಂದ ಬಿಡುಗಡೆಯಾಗಲು ಮಾರ್ಗ ಶರಣರ ಮಾರ್ಗ. ಮನ ಮರ್ಕಟನಂತೆ ಎಲ್ಲಿಯೂ ನಿಲ್ಲದೆ ಅಲ್ಲಿಂದ ಇಲ್ಲಿಗೆ ಜಿಗಿಯುತ್ತದೆ. ಅದನ್ನು ಹಿಡಿತದಲ್ಲಿಟ್ಟು ಗುರುವಿನ ಸಾನ್ನಿಧ್ಯದಲ್ಲಿ ಶಾಂತಿ ಪಡೆಯಬೇಕು. ಶರಣರ ಜೀವನ ಸತ್ಯ ಶುದ್ಧ ಕಾಯಕದ ದಾರಿಯನ್ನು ತೋರಿಸುತ್ತದೆ. ಅಂತರಂಗದ ಅರಿವು ಬೆಳಗಿದಾಗ ಮಾತ್ರ ಮನುಷ್ಯ ಮುಕ್ತಿಯತ್ತ ಸಾಗುತ್ತಾನೆ. ಕೂಡಲಸಂಗಮದೇವನ ಕರುಣೆ ಇದ್ದರೆ ಅನುಭವ ಕುಲ ಪ್ರಾಪ್ತಿಯಾಗುತ್ತದೆ. ಮನ ಮತ್ತು ತನು ಒಂದಾದಾಗ ಶರಣತ್ವ ಸಿದ್ಧಿಸುತ್ತದೆ. ಬಸವಣ್ಣ : ಇಂದಿಗೆ ಇಷ್ಟು ಸಾಕು. ಮತ್ತೆ ನಾಳೆ ಸೇರೋಣ. ಶರಣು ಶರಣಾರ್ಥಿ.: [31, 278, 239, 352]
basava-phone: 9980553750: [193, 178, 235, 185]
nav-bullet: •: [480, 86, 490, 96]
ambedkar-box: [716, 450, 924, 760]
crore-photo: [424, 1232, 700, 1330]
teacher-body: ಸಿಂಧನೂರು, ಆ.03: ಮೃತರು ಪತ್ನಿ, ನಾಲ್ವರು ಗಂಡು ಮಕ್ಕಳು ಹಾಗೂ ಇಬ್ಬರು ಹೆಣ್ಣು ಮಕ್ಕಳನ್ನು ಅಗಲಿದ್ದಾರೆ. ನಿವೃತ್ತ ಶಿಕ್ಷಕ ಧರಯ್ಯ ಸ್ವಾಮಿ (95) ಶನಿವಾರ ರಾತ್ರಿ ನಿಧನರಾಗಿದ್ದಾರೆ. ಅವರ ಅಂತ್ಯಕ್ರಿಯೆ ಭಾನುವಾರ ಸ್ವಗ್ರಾಮದಲ್ಲಿ ನೆರವೇರಿತು. ಅನೇಕ ಗಣ್ಯರು ಸಂತಾಪ ಸೂಚಿಸಿದ್ದಾರೆ.: [596, 838, 860, 862]
